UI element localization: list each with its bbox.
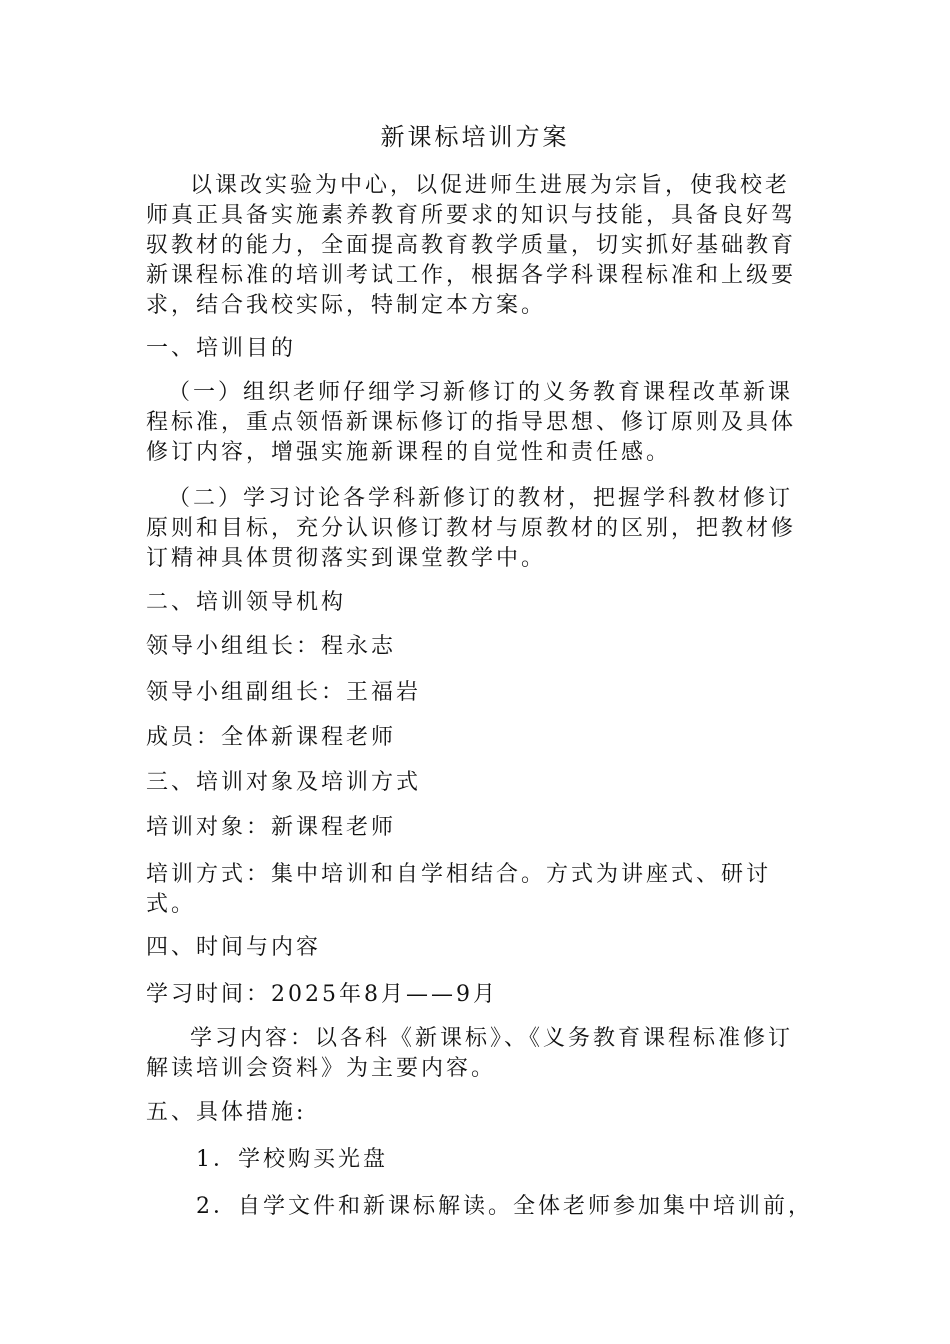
training-method-paragraph: 培训方式：集中培训和自学相结合。方式为讲座式、研讨式。 — [146, 862, 772, 917]
deputy-leader-line: 领导小组副组长：王福岩 — [146, 680, 422, 705]
section-1-item-2: （二）学习讨论各学科新修订的教材，把握学科教材修订原则和目标，充分认识修订教材与原教材的区别，把教材修订精神具体贯彻落实到课堂教学中。 — [146, 486, 797, 571]
section-1-item-1: （一）组织老师仔细学习新修订的义务教育课程改革新课程标准，重点领悟新课标修订的指导思想、修订原则及具体修订内容，增强实施新课程的自觉性和责任感。 — [146, 380, 797, 465]
measure-item-2: 2．自学文件和新课标解读。全体老师参加集中培训前， — [196, 1194, 813, 1219]
study-content-paragraph: 学习内容：以各科《新课标》、《义务教育课程标准修订解读培训会资料》为主要内容。 — [146, 1026, 794, 1081]
study-time-line: 学习时间：2025年8月——9月 — [146, 982, 498, 1007]
document-title: 新课标培训方案 — [380, 123, 570, 151]
section-2-heading: 二、培训领导机构 — [146, 590, 347, 615]
leader-line: 领导小组组长：程永志 — [146, 634, 397, 659]
section-5-heading: 五、具体措施: — [146, 1100, 307, 1125]
intro-paragraph: 以课改实验为中心，以促进师生进展为宗旨，使我校老师真正具备实施素养教育所要求的知识与技能，具备良好驾驭教材的能力，全面提高教育教学质量，切实抓好基础教育新课程标准的培训考试工作，根据各学科课程标准和上级要求，结合我校实际，特制定本方案。 — [146, 173, 797, 318]
training-target-line: 培训对象：新课程老师 — [146, 815, 397, 840]
section-4-heading: 四、时间与内容 — [146, 935, 322, 960]
measure-item-1: 1．学校购买光盘 — [196, 1147, 388, 1172]
members-line: 成员：全体新课程老师 — [146, 725, 397, 750]
section-3-heading: 三、培训对象及培训方式 — [146, 770, 422, 795]
section-1-heading: 一、培训目的 — [146, 336, 297, 361]
